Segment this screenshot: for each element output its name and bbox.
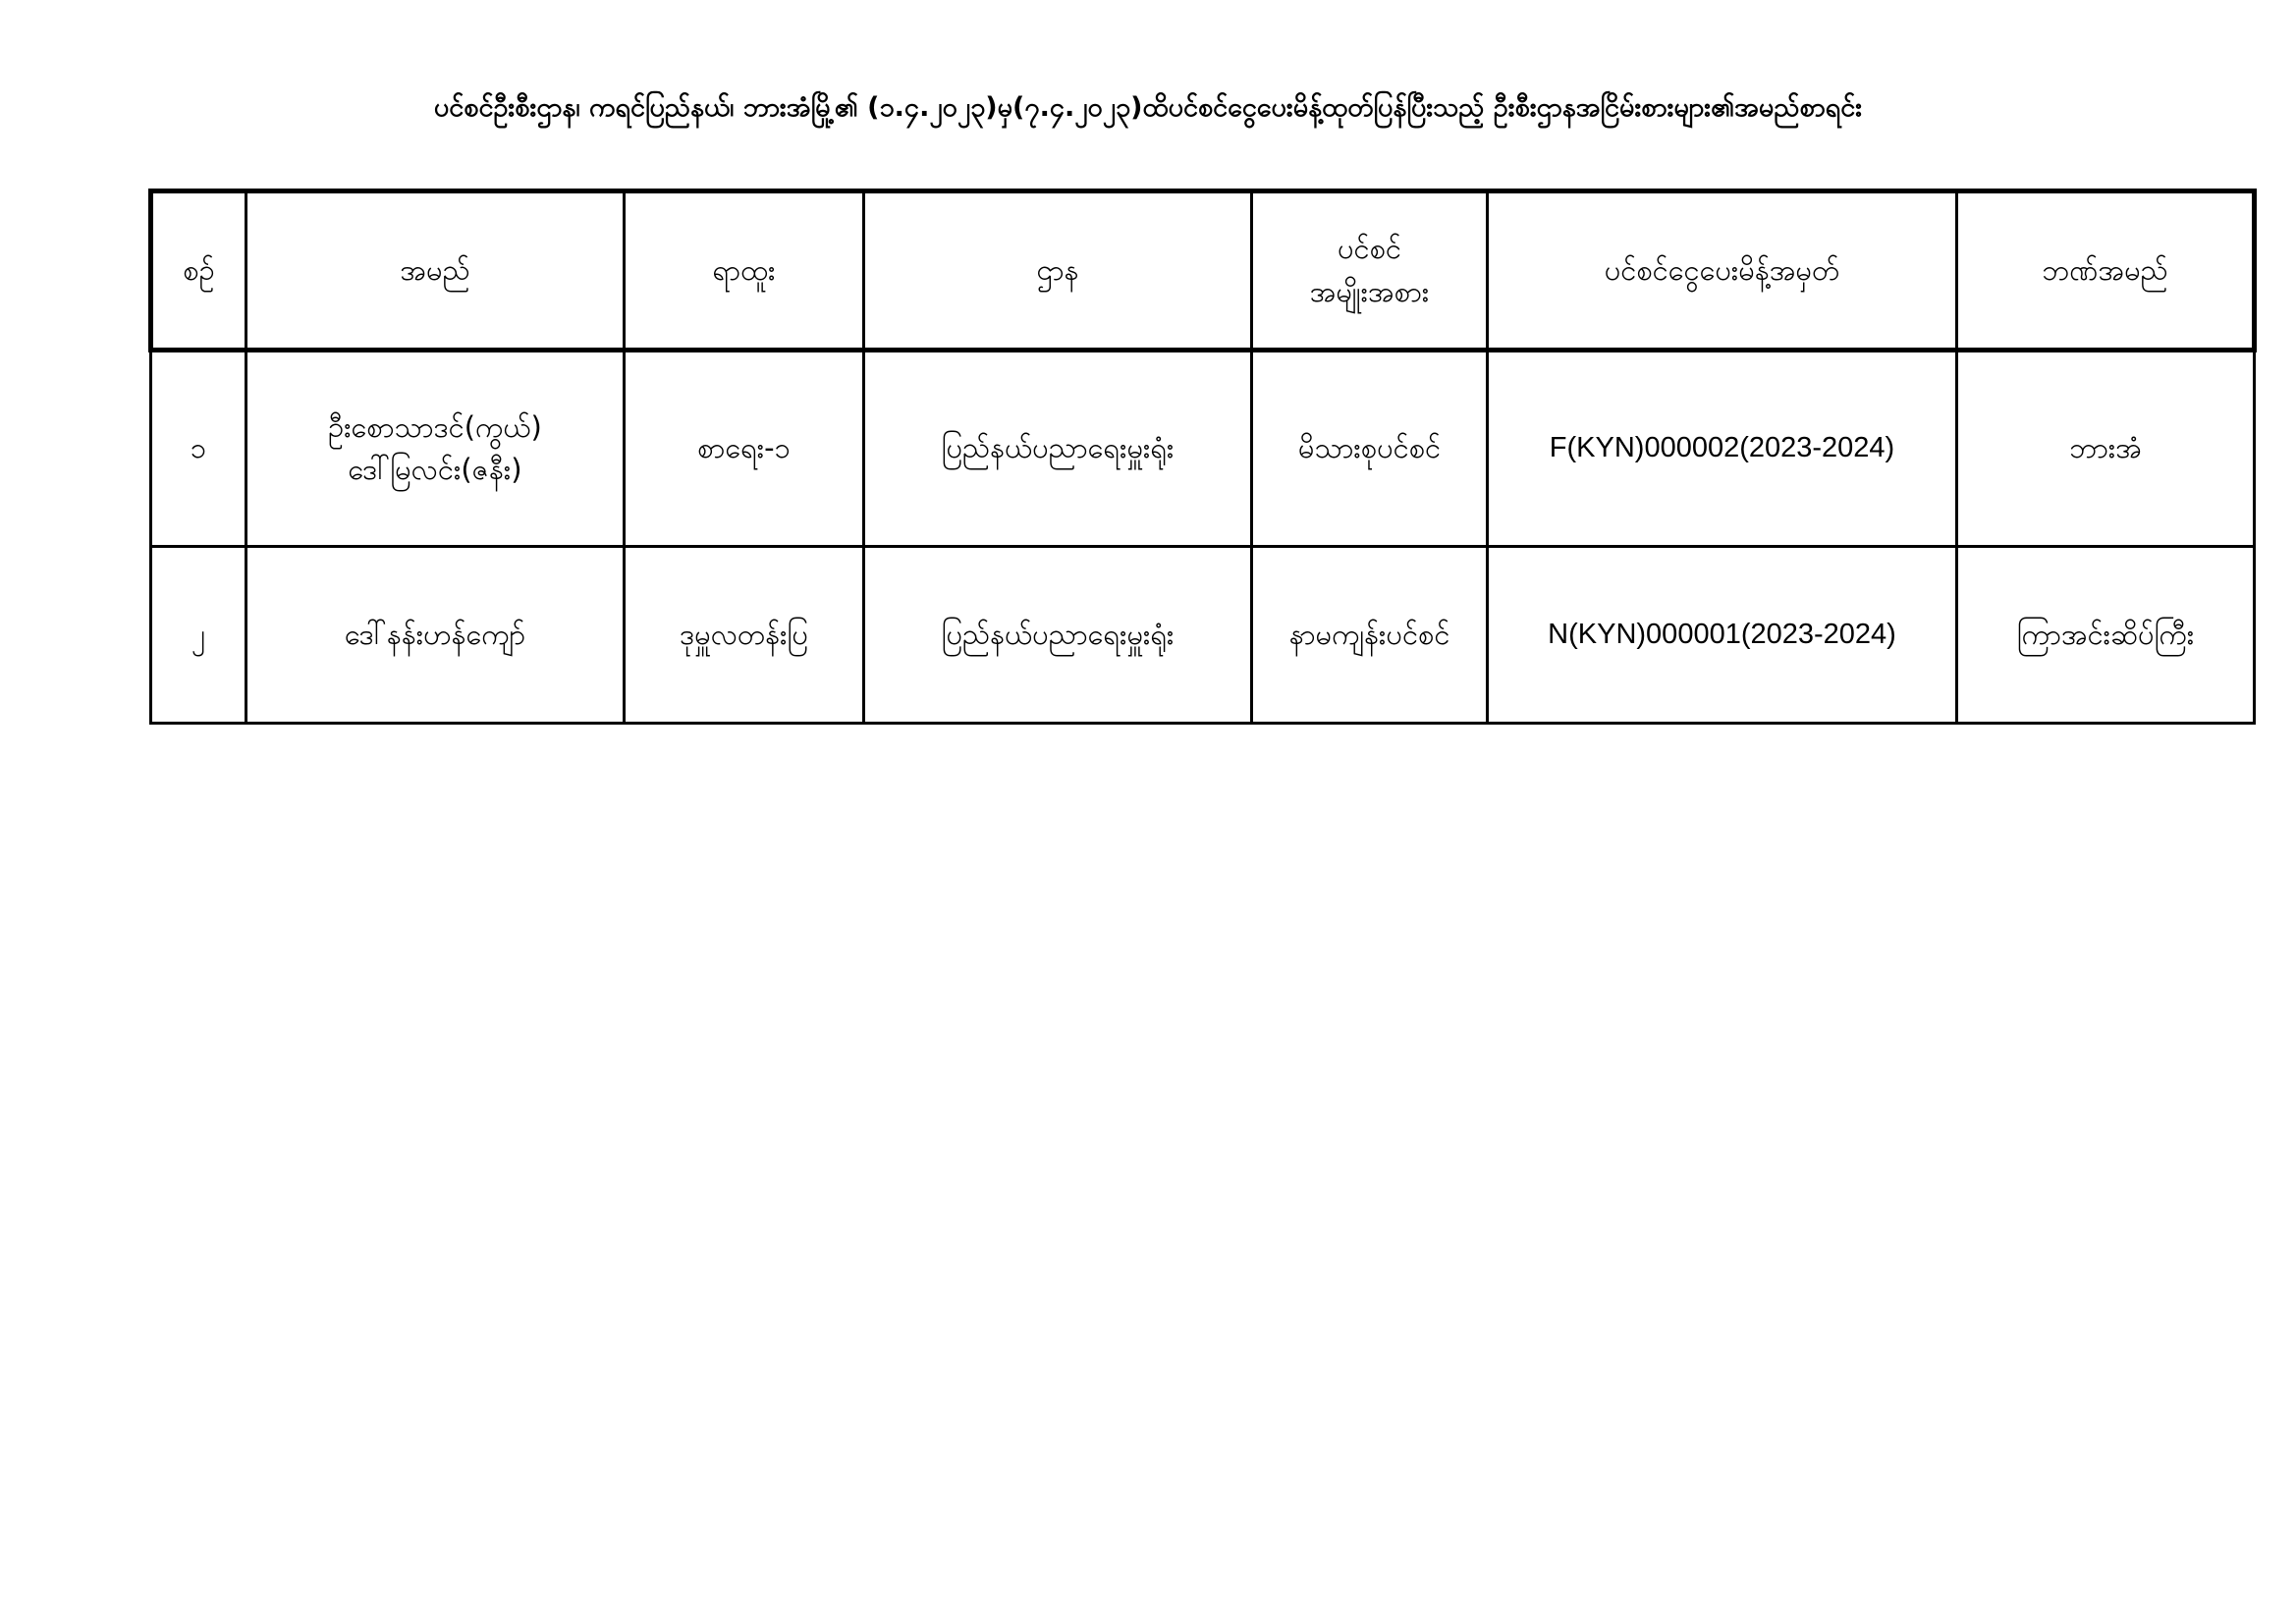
pension-list-table [148, 189, 2257, 725]
cell-name [246, 351, 625, 547]
header-pension-type [1252, 191, 1488, 351]
cell-name: ဒေါ်နန်းဟန်ကျော် [246, 547, 625, 724]
page-title: ပင်စင်ဦးစီးဌာန၊ ကရင်ပြည်နယ်၊ ဘားအံမြို့၏ (၁.၄.၂၀၂၃)မှ(၇.၄.၂၀၂၃)ထိပင်စင်ငွေပေးမိန့်ထုတ်ပြန်ပြီးသည့် ဦးစီးဌာနအငြိမ်းစားများ၏အမည်စာရင်း [433, 92, 1863, 123]
header-pension-type-line1: ပင်စင် [1337, 232, 1402, 265]
cell-pension-type: မိသားစုပင်စင် [1252, 351, 1488, 547]
cell-order-number: N(KYN)000001(2023-2024) [1488, 547, 1957, 724]
cell-name-line1: ဦးစောသာဒင်(ကွယ်) [328, 409, 542, 444]
table-row [151, 351, 2255, 547]
cell-order-number: F(KYN)000002(2023-2024) [1488, 351, 1957, 547]
cell-department: ပြည်နယ်ပညာရေးမှူးရုံး [864, 547, 1252, 724]
table-header-row [151, 191, 2255, 351]
cell-rank: ဒုမှူလတန်းပြ [625, 547, 864, 724]
cell-pension-type: နာမကျန်းပင်စင် [1252, 547, 1488, 724]
header-treasury: ဘဏ်အမည် [1957, 191, 2255, 351]
cell-treasury: ဘားအံ [1957, 351, 2255, 547]
header-name: အမည် [246, 191, 625, 351]
cell-serial: ၁ [151, 351, 246, 547]
cell-name-line2: ဒေါ်မြလင်း(ဇနီး) [348, 453, 522, 486]
cell-rank: စာရေး-၁ [625, 351, 864, 547]
table-row [151, 547, 2255, 724]
header-department: ဌာန [864, 191, 1252, 351]
header-serial: စဉ် [151, 191, 246, 351]
cell-department: ပြည်နယ်ပညာရေးမှူးရုံး [864, 351, 1252, 547]
header-order-number: ပင်စင်ငွေပေးမိန့်အမှတ် [1488, 191, 1957, 351]
header-rank: ရာထူး [625, 191, 864, 351]
header-pension-type-line2: အမျိုးအစား [1309, 274, 1430, 308]
cell-treasury: ကြာအင်းဆိပ်ကြီး [1957, 547, 2255, 724]
cell-serial: ၂ [151, 547, 246, 724]
